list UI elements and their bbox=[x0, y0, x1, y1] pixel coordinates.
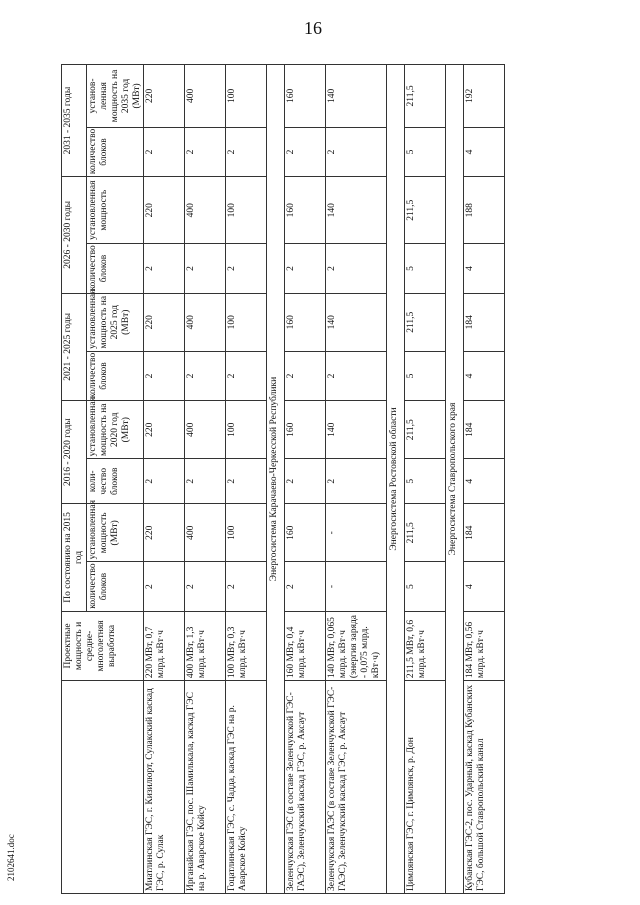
capacity-2020: 220 bbox=[144, 401, 185, 459]
capacity-2030: 211,5 bbox=[405, 177, 446, 244]
capacity-2020: 400 bbox=[185, 401, 226, 459]
capacity-2025: 220 bbox=[144, 293, 185, 351]
region-kchr-label: Энергосистема Карачаево-Черкесской Республики bbox=[267, 65, 285, 894]
document-code-text: 2102641.doc bbox=[6, 834, 16, 881]
blocks-2020: 2 bbox=[326, 459, 387, 504]
capacity-2030: 160 bbox=[285, 177, 326, 244]
capacity-2015: 400 bbox=[185, 504, 226, 562]
document-code bbox=[0, 791, 24, 891]
region-stavropol-label: Энергосистема Ставропольского края bbox=[446, 65, 464, 894]
plant-project: 160 МВт, 0,4 млрд. кВт·ч bbox=[285, 611, 326, 680]
blocks-2030: 2 bbox=[326, 244, 387, 293]
capacity-2020: 211,5 bbox=[405, 401, 446, 459]
plant-name: Зеленчукская ГЭС (в составе Зеленчукской ГЭС-ГАЭС), Зеленчукский каскад ГЭС, р. Аксаут bbox=[285, 681, 326, 894]
blocks-2025: 5 bbox=[405, 351, 446, 400]
capacity-2030: 188 bbox=[464, 177, 505, 244]
capacity-2030: 400 bbox=[185, 177, 226, 244]
region-rostov-label: Энергосистема Ростовской области bbox=[387, 65, 405, 894]
capacity-2025: 400 bbox=[185, 293, 226, 351]
blocks-2020: 5 bbox=[405, 459, 446, 504]
region-row bbox=[446, 65, 464, 894]
blocks-2020: 2 bbox=[226, 459, 267, 504]
region-row bbox=[267, 65, 285, 894]
plant-name: Гоцатлинская ГЭС, с. Чадда, каскад ГЭС на р. Аварское Койсу bbox=[226, 681, 267, 894]
blocks-2030: 2 bbox=[285, 244, 326, 293]
capacity-2015: 211,5 bbox=[405, 504, 446, 562]
table-row bbox=[226, 65, 267, 894]
plant-name: Миатлинская ГЭС, г. Кизилюрт, Сулакский каскад ГЭС, р. Сулак bbox=[144, 681, 185, 894]
blocks-2035: 2 bbox=[326, 127, 387, 176]
plant-project: 184 МВт, 0,56 млрд. кВт·ч bbox=[464, 611, 505, 680]
capacity-2025: 140 bbox=[326, 293, 387, 351]
table-row bbox=[405, 65, 446, 894]
blocks-2030: 2 bbox=[144, 244, 185, 293]
blocks-2025: 2 bbox=[285, 351, 326, 400]
table-row bbox=[326, 65, 387, 894]
capacity-2035: 100 bbox=[226, 65, 267, 128]
blocks-2015: 2 bbox=[144, 562, 185, 611]
subheader-blocks-2020: коли-чество блоков bbox=[86, 459, 144, 504]
plant-project: 220 МВт, 0,7 млрд. кВт·ч bbox=[144, 611, 185, 680]
blocks-2025: 2 bbox=[226, 351, 267, 400]
blocks-2035: 4 bbox=[464, 127, 505, 176]
capacity-2020: 100 bbox=[226, 401, 267, 459]
capacity-2015: - bbox=[326, 504, 387, 562]
capacity-2035: 140 bbox=[326, 65, 387, 128]
region-row bbox=[387, 65, 405, 894]
capacity-2035: 211,5 bbox=[405, 65, 446, 128]
blocks-2025: 2 bbox=[326, 351, 387, 400]
capacity-2015: 184 bbox=[464, 504, 505, 562]
capacity-2025: 100 bbox=[226, 293, 267, 351]
table-row bbox=[185, 65, 226, 894]
capacity-2035: 160 bbox=[285, 65, 326, 128]
plant-name: Кубанская ГЭС-2, пос. Ударный, каскад Кубанских ГЭС, большой Ставропольский канал bbox=[464, 681, 505, 894]
header-name-cell bbox=[62, 681, 144, 894]
blocks-2015: 2 bbox=[185, 562, 226, 611]
blocks-2035: 2 bbox=[285, 127, 326, 176]
blocks-2035: 5 bbox=[405, 127, 446, 176]
blocks-2020: 2 bbox=[144, 459, 185, 504]
header-state-2015: По состоянию на 2015 год bbox=[62, 504, 87, 612]
subheader-blocks-2035: количество блоков bbox=[86, 127, 144, 176]
capacity-2035: 220 bbox=[144, 65, 185, 128]
blocks-2030: 2 bbox=[185, 244, 226, 293]
table-row bbox=[144, 65, 185, 894]
blocks-2030: 5 bbox=[405, 244, 446, 293]
subheader-capacity-2015: установленная мощность (МВт) bbox=[86, 504, 144, 562]
capacity-2030: 220 bbox=[144, 177, 185, 244]
blocks-2015: 2 bbox=[226, 562, 267, 611]
header-period-2031-2035: 2031 - 2035 годы bbox=[62, 65, 87, 177]
plant-name: Зеленчукская ГАЭС (в составе Зеленчукской ГЭС-ГАЭС), Зеленчукский каскад ГЭС, р. Аксаут bbox=[326, 681, 387, 894]
blocks-2025: 2 bbox=[144, 351, 185, 400]
plant-project: 211,5 МВт, 0,6 млрд. кВт·ч bbox=[405, 611, 446, 680]
hydro-plants-table bbox=[61, 64, 505, 894]
blocks-2020: 2 bbox=[285, 459, 326, 504]
blocks-2020: 2 bbox=[185, 459, 226, 504]
plant-project: 400 МВт, 1,3 млрд. кВт·ч bbox=[185, 611, 226, 680]
blocks-2020: 4 bbox=[464, 459, 505, 504]
subheader-capacity-2030: установленная мощность bbox=[86, 177, 144, 244]
rotated-table-inner bbox=[61, 64, 631, 894]
capacity-2030: 100 bbox=[226, 177, 267, 244]
table-row bbox=[285, 65, 326, 894]
capacity-2035: 400 bbox=[185, 65, 226, 128]
table-header-row bbox=[62, 65, 87, 894]
table-row bbox=[464, 65, 505, 894]
capacity-2020: 140 bbox=[326, 401, 387, 459]
header-period-2016-2020: 2016 - 2020 годы bbox=[62, 401, 87, 504]
subheader-capacity-2025: установленная мощность на 2025 год (МВт) bbox=[86, 293, 144, 351]
plant-project: 140 МВт, 0,065 млрд. кВт·ч (энергия заряда - 0,075 млрд. кВт·ч) bbox=[326, 611, 387, 680]
subheader-blocks-2030: количество блоков bbox=[86, 244, 144, 293]
subheader-capacity-2035: установ-ленная мощность на 2035 год (МВт) bbox=[86, 65, 144, 128]
capacity-2020: 160 bbox=[285, 401, 326, 459]
header-project: Проектные мощность и средне-многолетняя выработка bbox=[62, 611, 144, 680]
capacity-2020: 184 bbox=[464, 401, 505, 459]
header-period-2021-2025: 2021 - 2025 годы bbox=[62, 293, 87, 401]
subheader-capacity-2020: установленная мощность на 2020 год (МВт) bbox=[86, 401, 144, 459]
capacity-2035: 192 bbox=[464, 65, 505, 128]
subheader-blocks-2015: количество блоков bbox=[86, 562, 144, 611]
blocks-2025: 4 bbox=[464, 351, 505, 400]
header-period-2026-2030: 2026 - 2030 годы bbox=[62, 177, 87, 293]
plant-project: 100 МВт, 0,3 млрд. кВт·ч bbox=[226, 611, 267, 680]
blocks-2030: 4 bbox=[464, 244, 505, 293]
capacity-2015: 100 bbox=[226, 504, 267, 562]
capacity-2030: 140 bbox=[326, 177, 387, 244]
capacity-2015: 160 bbox=[285, 504, 326, 562]
blocks-2035: 2 bbox=[144, 127, 185, 176]
blocks-2035: 2 bbox=[185, 127, 226, 176]
blocks-2035: 2 bbox=[226, 127, 267, 176]
plant-name: Цимлянская ГЭС, г. Цимлянск, р. Дон bbox=[405, 681, 446, 894]
capacity-2025: 160 bbox=[285, 293, 326, 351]
rotated-table-wrapper bbox=[61, 64, 487, 891]
page-number: 16 bbox=[304, 18, 322, 38]
capacity-2015: 220 bbox=[144, 504, 185, 562]
blocks-2030: 2 bbox=[226, 244, 267, 293]
blocks-2025: 2 bbox=[185, 351, 226, 400]
blocks-2015: 5 bbox=[405, 562, 446, 611]
subheader-blocks-2025: количество блоков bbox=[86, 351, 144, 400]
capacity-2025: 211,5 bbox=[405, 293, 446, 351]
blocks-2015: - bbox=[326, 562, 387, 611]
blocks-2015: 2 bbox=[285, 562, 326, 611]
blocks-2015: 4 bbox=[464, 562, 505, 611]
capacity-2025: 184 bbox=[464, 293, 505, 351]
plant-name: Ирганайская ГЭС, пос. Шамилькала, каскад ГЭС на р. Аварское Койсу bbox=[185, 681, 226, 894]
